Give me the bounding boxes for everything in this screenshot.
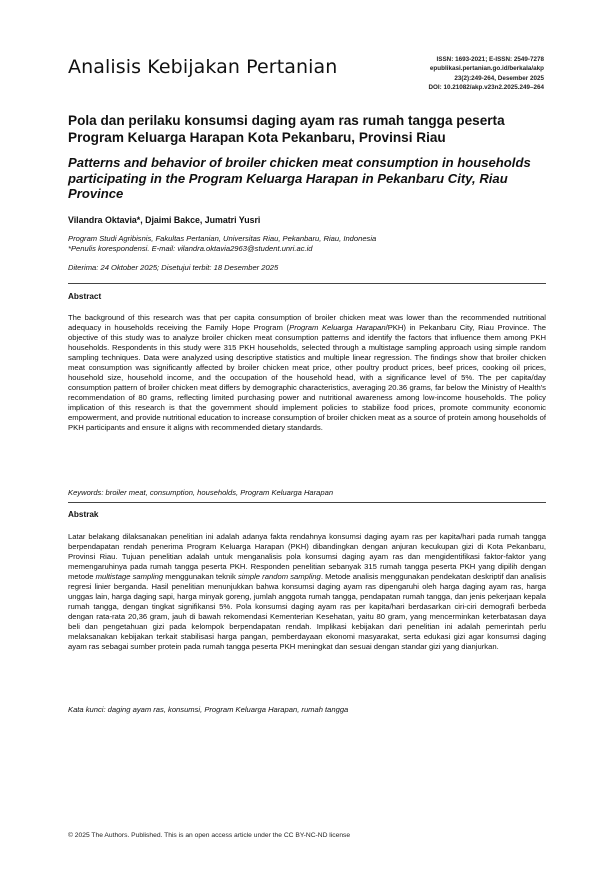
journal-meta: [428, 55, 544, 92]
article-title-indonesian: Pola dan perilaku konsumsi daging ayam ras rumah tangga peserta Program Keluarga Harapan Kota Pekanbaru, Provinsi Riau: [68, 113, 505, 145]
volume-info: 23(2):249-264, Desember 2025: [454, 74, 544, 82]
article-dates: Diterima: 24 Oktober 2025; Disetujui terbit: 18 Desember 2025: [68, 263, 279, 272]
abstrak-heading: Abstrak: [68, 510, 99, 519]
doi[interactable]: DOI: 10.21082/akp.v23n2.2025.249–264: [428, 83, 544, 91]
affiliation: Program Studi Agribisnis, Fakultas Pertanian, Universitas Riau, Pekanbaru, Riau, Indonesia: [68, 234, 377, 243]
abstract-text-part: The background of this research was that per capita consumption of broiler chicken meat was lower than the recommended nutritional adequacy in households receiving the Family Hope Program (: [68, 313, 546, 332]
article-title-english: Patterns and behavior of broiler chicken meat consumption in households participating in the Program Keluarga Harapan in Pekanbaru City, Riau Province: [68, 155, 531, 201]
abstrak-text-part: menggunakan teknik: [163, 572, 238, 581]
issn: ISSN: 1693-2021; E-ISSN: 2549-7278: [436, 56, 544, 63]
abstrak-keywords: Kata kunci: daging ayam ras, konsumsi, Program Keluarga Harapan, rumah tangga: [68, 705, 349, 714]
abstract-keywords: Keywords: broiler meat, consumption, households, Program Keluarga Harapan: [68, 488, 334, 497]
license-footer: © 2025 The Authors. Published. This is an open access article under the CC BY-NC-ND license: [68, 832, 351, 839]
abstract-italic-term: Program Keluarga Harapan: [289, 323, 386, 332]
abstrak-text-part: . Metode analisis menggunakan pendekatan deskriptif dan analisis regresi linier berganda. Hasil penelitian menunjukkan bahwa konsumsi daging ayam ras dipengaruhi oleh harga daging ayam ras, harga unggas lain, harga daging sapi, harga minyak goreng, jumlah anggota rumah tangga, pendapatan rumah tangga, dan jenis pekerjaan kepala rumah tangga, dengan tingkat signifikansi 5%. Pola konsumsi daging ayam ras per kapita/hari berdasarkan ciri-ciri demografi berbeda dengan rata-rata 20,36 gram, jauh di bawah rekomendasi Kementerian Kesehatan, yaitu 80 gram, yang mencerminkan keterbatasan daya beli dan pengetahuan gizi pada kelompok berpendapatan rendah. Implikasi kebijakan dari penelitian ini adalah pemerintah perlu melaksanakan kebijakan terkait stabilisasi harga pangan, pemberdayaan ekonomi masyarakat, serta edukasi gizi agar konsumsi daging ayam ras sebagai sumber protein pada rumah tangga peserta PKH meningkat dan sesuai dengan standar gizi yang dianjurkan.: [68, 572, 547, 651]
abstrak-italic-term: simple random sampling: [237, 572, 321, 581]
author-list: Vilandra Oktavia*, Djaimi Bakce, Jumatri Yusri: [68, 215, 261, 225]
divider: [68, 502, 546, 503]
journal-name: Analisis Kebijakan Pertanian: [68, 56, 338, 78]
abstrak-italic-term: multistage sampling: [95, 572, 164, 581]
divider: [68, 283, 546, 284]
abstract-text-part: /PKH) in Pekanbaru City, Riau Province. The objective of this study was to analyze broiler chicken meat consumption patterns and identify the factors that influence them among PKH households. Respondents in this study were 315 PKH households, selected through a multistage sampling approach using simple random sampling techniques. Data were analyzed using descriptive statistics and multiple linear regression. The findings show that broiler chicken meat consumption was significantly affected by broiler chicken meat price, other poultry product prices, beef prices, cooking oil prices, household size, household income, and the occupation of the household head, with a significance level of 5%. The per capita/day consumption pattern of broiler chicken meat differs by demographic characteristics, averaging 20.36 grams, far below the Ministry of Health's recommendation of 80 grams, reflecting limited purchasing power and nutritional awareness among low-income households. The policy implication of this research is that the government should implement policies to stabilize food prices, promote community economic empowerment, and provide nutritional education to increase consumption of broiler chicken meat as a source of protein among households of PKH participants and ensure it aligns with recommended dietary standards.: [68, 323, 547, 432]
abstrak-text: [68, 532, 546, 652]
correspondence: *Penulis korespondensi. E-mail: vilandra.oktavia2963@student.unri.ac.id: [68, 244, 313, 253]
abstract-heading: Abstract: [68, 292, 102, 301]
abstrak-text-part: Latar belakang dilaksanakan penelitian ini adalah adanya fakta rendahnya konsumsi daging ayam ras per kapita/hari pada rumah tangga berpendapatan rendah penerima Program Keluarga Harapan (PKH) dibandingkan dengan anjuran kecukupan gizi di Kota Pekanbaru, Provinsi Riau. Tujuan penelitian adalah untuk menganalisis pola konsumsi daging ayam ras dan mengidentifikasi faktor-faktor yang memengaruhinya pada rumah tangga peserta PKH. Responden penelitian sebanyak 315 rumah tangga peserta PKH yang dipilih dengan metode: [68, 532, 546, 581]
journal-url[interactable]: epublikasi.pertanian.go.id/berkala/akp: [429, 65, 544, 73]
abstract-text: [68, 313, 546, 433]
affiliation-block: [68, 234, 548, 254]
